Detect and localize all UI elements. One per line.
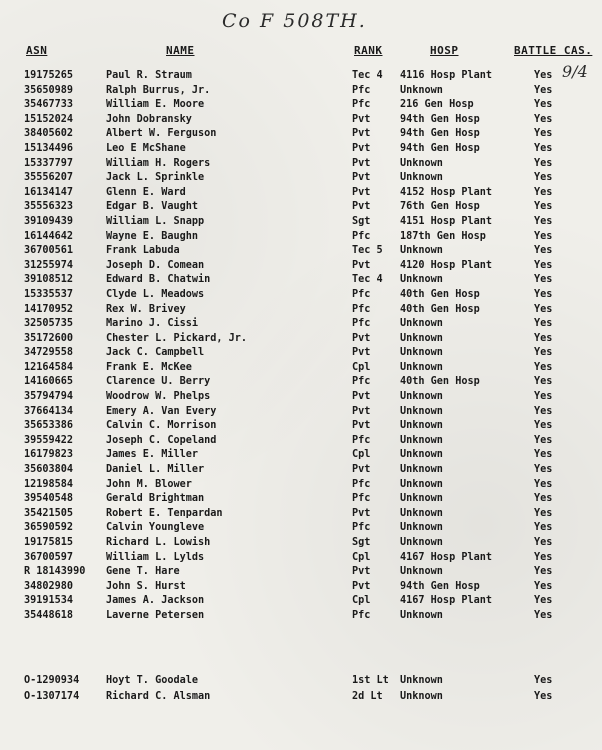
rank-cell: Pfc — [352, 376, 371, 388]
table-row — [0, 99, 602, 114]
rank-cell: Pfc — [352, 434, 371, 446]
name-cell: Joseph C. Copeland — [106, 434, 217, 446]
battle-cas-cell: Yes — [534, 675, 553, 686]
name-cell: Gerald Brightman — [106, 493, 205, 505]
table-row — [0, 479, 602, 494]
hosp-cell: Unknown — [400, 691, 443, 702]
battle-cas-cell: Yes — [534, 347, 553, 359]
hosp-cell: Unknown — [400, 391, 443, 403]
battle-cas-cell: Yes — [534, 376, 553, 388]
hosp-cell: 40th Gen Hosp — [400, 288, 480, 300]
table-row — [0, 493, 602, 508]
table-row — [0, 143, 602, 158]
rank-cell: 2d Lt — [352, 691, 383, 702]
asn-cell: 35421505 — [24, 507, 74, 519]
hosp-cell: Unknown — [400, 609, 443, 621]
name-cell: Albert W. Ferguson — [106, 128, 217, 140]
battle-cas-cell: Yes — [534, 434, 553, 446]
asn-cell: 38405602 — [24, 128, 74, 140]
battle-cas-cell: Yes — [534, 420, 553, 432]
hosp-cell: Unknown — [400, 478, 443, 490]
battle-cas-cell: Yes — [534, 405, 553, 417]
battle-cas-cell: Yes — [534, 361, 553, 373]
battle-cas-cell: Yes — [534, 230, 553, 242]
hosp-cell: Unknown — [400, 493, 443, 505]
asn-cell: 12198584 — [24, 478, 74, 490]
asn-cell: 35556323 — [24, 201, 74, 213]
asn-cell: 39559422 — [24, 434, 74, 446]
battle-cas-cell: Yes — [534, 70, 553, 81]
name-cell: William H. Rogers — [106, 157, 211, 169]
rank-cell: Pvt — [352, 507, 371, 519]
table-row — [0, 70, 602, 85]
hosp-cell: Unknown — [400, 332, 443, 344]
battle-cas-cell: Yes — [534, 215, 553, 227]
rank-cell: Pfc — [352, 84, 371, 96]
name-cell: Jack C. Campbell — [106, 347, 205, 359]
name-cell: John Dobransky — [106, 113, 192, 125]
hosp-cell: Unknown — [400, 464, 443, 476]
battle-cas-cell: Yes — [534, 172, 553, 184]
asn-cell: 15335537 — [24, 288, 74, 300]
battle-cas-cell: Yes — [534, 274, 553, 286]
table-row — [0, 508, 602, 523]
hosp-cell: 216 Gen Hosp — [400, 99, 474, 111]
name-cell: Paul R. Straum — [106, 70, 192, 81]
battle-cas-cell: Yes — [534, 99, 553, 111]
name-cell: William L. Snapp — [106, 215, 205, 227]
hosp-cell: 4116 Hosp Plant — [400, 70, 493, 81]
rank-cell: Pvt — [352, 157, 371, 169]
table-row — [0, 406, 602, 421]
asn-cell: 35603804 — [24, 464, 74, 476]
table-row — [0, 114, 602, 129]
hosp-cell: Unknown — [400, 361, 443, 373]
header-name: NAME — [166, 44, 195, 57]
hosp-cell: Unknown — [400, 675, 443, 686]
rank-cell: Pfc — [352, 99, 371, 111]
name-cell: Daniel L. Miller — [106, 464, 205, 476]
hosp-cell: Unknown — [400, 318, 443, 330]
hosp-cell: 40th Gen Hosp — [400, 376, 480, 388]
asn-cell: 35556207 — [24, 172, 74, 184]
table-row — [0, 128, 602, 143]
table-row — [0, 610, 602, 625]
rank-cell: Pfc — [352, 230, 371, 242]
battle-cas-cell: Yes — [534, 245, 553, 257]
name-cell: Frank Labuda — [106, 245, 180, 257]
asn-cell: 36590592 — [24, 522, 74, 534]
battle-cas-cell: Yes — [534, 157, 553, 169]
table-row — [0, 289, 602, 304]
asn-cell: 31255974 — [24, 259, 74, 271]
asn-cell: 35172600 — [24, 332, 74, 344]
rank-cell: Cpl — [352, 449, 371, 461]
hosp-cell: 4120 Hosp Plant — [400, 259, 493, 271]
table-row — [0, 85, 602, 100]
battle-cas-cell: Yes — [534, 522, 553, 534]
column-headers — [0, 44, 602, 60]
asn-cell: 16144642 — [24, 230, 74, 242]
asn-cell: 34729558 — [24, 347, 74, 359]
battle-cas-cell: Yes — [534, 391, 553, 403]
rank-cell: Sgt — [352, 537, 371, 548]
asn-cell: 37664134 — [24, 405, 74, 417]
rank-cell: Pfc — [352, 493, 371, 505]
rank-cell: Pvt — [352, 405, 371, 417]
asn-cell: 39191534 — [24, 595, 74, 607]
asn-cell: 35653386 — [24, 420, 74, 432]
rank-cell: Cpl — [352, 551, 371, 563]
name-cell: John S. Hurst — [106, 580, 186, 592]
rank-cell: Pvt — [352, 566, 371, 578]
table-row — [0, 537, 602, 552]
battle-cas-cell: Yes — [534, 186, 553, 198]
table-row — [0, 333, 602, 348]
hosp-cell: Unknown — [400, 537, 443, 548]
rank-cell: Tec 4 — [352, 274, 383, 286]
name-cell: Hoyt T. Goodale — [106, 675, 199, 686]
rank-cell: Pvt — [352, 580, 371, 592]
name-cell: James A. Jackson — [106, 595, 205, 607]
table-row — [0, 245, 602, 260]
name-cell: Emery A. Van Every — [106, 405, 217, 417]
table-row — [0, 391, 602, 406]
battle-cas-cell: Yes — [534, 259, 553, 271]
battle-cas-cell: Yes — [534, 318, 553, 330]
hosp-cell: Unknown — [400, 157, 443, 169]
name-cell: Calvin C. Morrison — [106, 420, 217, 432]
asn-cell: 35794794 — [24, 391, 74, 403]
battle-cas-cell: Yes — [534, 537, 553, 548]
table-row — [0, 172, 602, 187]
battle-cas-cell: Yes — [534, 128, 553, 140]
name-cell: Richard L. Lowish — [106, 537, 211, 548]
officer-roster — [0, 675, 602, 707]
table-row — [0, 304, 602, 319]
hosp-cell: Unknown — [400, 434, 443, 446]
asn-cell: R 18143990 — [24, 566, 86, 578]
asn-cell: 34802980 — [24, 580, 74, 592]
battle-cas-cell: Yes — [534, 201, 553, 213]
battle-cas-cell: Yes — [534, 288, 553, 300]
enlisted-roster — [0, 70, 602, 625]
battle-cas-cell: Yes — [534, 332, 553, 344]
asn-cell: 16134147 — [24, 186, 74, 198]
name-cell: Jack L. Sprinkle — [106, 172, 205, 184]
asn-cell: 19175265 — [24, 70, 74, 81]
asn-cell: 39540548 — [24, 493, 74, 505]
battle-cas-cell: Yes — [534, 507, 553, 519]
name-cell: Joseph D. Comean — [106, 259, 205, 271]
table-row — [0, 260, 602, 275]
name-cell: Chester L. Pickard, Jr. — [106, 332, 248, 344]
asn-cell: 32505735 — [24, 318, 74, 330]
table-row — [0, 522, 602, 537]
battle-cas-cell: Yes — [534, 609, 553, 621]
rank-cell: Cpl — [352, 595, 371, 607]
table-row — [0, 449, 602, 464]
table-row — [0, 201, 602, 216]
asn-cell: 36700561 — [24, 245, 74, 257]
rank-cell: Pfc — [352, 478, 371, 490]
battle-cas-cell: Yes — [534, 478, 553, 490]
header-asn: ASN — [26, 44, 48, 57]
battle-cas-cell: Yes — [534, 595, 553, 607]
battle-cas-cell: Yes — [534, 113, 553, 125]
table-row — [0, 435, 602, 450]
rank-cell: Pvt — [352, 332, 371, 344]
asn-cell: 35650989 — [24, 84, 74, 96]
table-row — [0, 158, 602, 173]
rank-cell: Cpl — [352, 361, 371, 373]
table-row — [0, 376, 602, 391]
hosp-cell: 4167 Hosp Plant — [400, 595, 493, 607]
table-row — [0, 566, 602, 581]
rank-cell: Pfc — [352, 303, 371, 315]
rank-cell: Pfc — [352, 609, 371, 621]
asn-cell: 12164584 — [24, 361, 74, 373]
name-cell: Richard C. Alsman — [106, 691, 211, 702]
asn-cell: 35467733 — [24, 99, 74, 111]
handwritten-page-number: 9/4 — [562, 62, 588, 81]
asn-cell: 39109439 — [24, 215, 74, 227]
asn-cell: 14160665 — [24, 376, 74, 388]
table-row — [0, 675, 602, 691]
table-row — [0, 347, 602, 362]
table-row — [0, 581, 602, 596]
hosp-cell: Unknown — [400, 522, 443, 534]
asn-cell: 39108512 — [24, 274, 74, 286]
table-row — [0, 691, 602, 707]
hosp-cell: Unknown — [400, 84, 443, 96]
hosp-cell: Unknown — [400, 274, 443, 286]
hosp-cell: 94th Gen Hosp — [400, 128, 480, 140]
hosp-cell: Unknown — [400, 420, 443, 432]
rank-cell: Pvt — [352, 391, 371, 403]
asn-cell: 15337797 — [24, 157, 74, 169]
rank-cell: Pvt — [352, 186, 371, 198]
battle-cas-cell: Yes — [534, 303, 553, 315]
asn-cell: 15152024 — [24, 113, 74, 125]
hosp-cell: Unknown — [400, 449, 443, 461]
name-cell: John M. Blower — [106, 478, 192, 490]
table-row — [0, 318, 602, 333]
hosp-cell: 4167 Hosp Plant — [400, 551, 493, 563]
name-cell: Marino J. Cissi — [106, 318, 199, 330]
name-cell: Laverne Petersen — [106, 609, 205, 621]
table-row — [0, 552, 602, 567]
asn-cell: 36700597 — [24, 551, 74, 563]
rank-cell: Pvt — [352, 420, 371, 432]
name-cell: Gene T. Hare — [106, 566, 180, 578]
hosp-cell: 94th Gen Hosp — [400, 142, 480, 154]
rank-cell: Pvt — [352, 347, 371, 359]
asn-cell: O-1307174 — [24, 691, 80, 702]
rank-cell: Pvt — [352, 128, 371, 140]
hosp-cell: 94th Gen Hosp — [400, 113, 480, 125]
rank-cell: Pvt — [352, 142, 371, 154]
hosp-cell: 94th Gen Hosp — [400, 580, 480, 592]
hosp-cell: Unknown — [400, 566, 443, 578]
hosp-cell: Unknown — [400, 245, 443, 257]
hosp-cell: 4151 Hosp Plant — [400, 215, 493, 227]
name-cell: Edgar B. Vaught — [106, 201, 199, 213]
table-row — [0, 274, 602, 289]
hosp-cell: 187th Gen Hosp — [400, 230, 486, 242]
rank-cell: Pfc — [352, 522, 371, 534]
battle-cas-cell: Yes — [534, 493, 553, 505]
name-cell: Frank E. McKee — [106, 361, 192, 373]
battle-cas-cell: Yes — [534, 464, 553, 476]
name-cell: Clarence U. Berry — [106, 376, 211, 388]
asn-cell: 35448618 — [24, 609, 74, 621]
table-row — [0, 187, 602, 202]
asn-cell: 16179823 — [24, 449, 74, 461]
header-hosp: HOSP — [430, 44, 459, 57]
rank-cell: Tec 4 — [352, 70, 383, 81]
name-cell: Clyde L. Meadows — [106, 288, 205, 300]
rank-cell: Pfc — [352, 318, 371, 330]
battle-cas-cell: Yes — [534, 449, 553, 461]
name-cell: Ralph Burrus, Jr. — [106, 84, 211, 96]
asn-cell: 19175815 — [24, 537, 74, 548]
battle-cas-cell: Yes — [534, 566, 553, 578]
table-row — [0, 464, 602, 479]
table-row — [0, 231, 602, 246]
name-cell: William L. Lylds — [106, 551, 205, 563]
name-cell: Woodrow W. Phelps — [106, 391, 211, 403]
name-cell: Robert E. Tenpardan — [106, 507, 223, 519]
name-cell: Edward B. Chatwin — [106, 274, 211, 286]
hosp-cell: Unknown — [400, 347, 443, 359]
asn-cell: O-1290934 — [24, 675, 80, 686]
rank-cell: Pvt — [352, 259, 371, 271]
header-rank: RANK — [354, 44, 383, 57]
rank-cell: 1st Lt — [352, 675, 389, 686]
battle-cas-cell: Yes — [534, 580, 553, 592]
rank-cell: Pfc — [352, 288, 371, 300]
name-cell: Wayne E. Baughn — [106, 230, 199, 242]
name-cell: Calvin Youngleve — [106, 522, 205, 534]
name-cell: Rex W. Brivey — [106, 303, 186, 315]
hosp-cell: 40th Gen Hosp — [400, 303, 480, 315]
hosp-cell: Unknown — [400, 172, 443, 184]
hosp-cell: 76th Gen Hosp — [400, 201, 480, 213]
name-cell: William E. Moore — [106, 99, 205, 111]
rank-cell: Pvt — [352, 201, 371, 213]
name-cell: James E. Miller — [106, 449, 199, 461]
rank-cell: Tec 5 — [352, 245, 383, 257]
table-row — [0, 362, 602, 377]
header-battle-cas: BATTLE CAS. — [514, 44, 593, 57]
rank-cell: Pvt — [352, 464, 371, 476]
hosp-cell: Unknown — [400, 405, 443, 417]
battle-cas-cell: Yes — [534, 84, 553, 96]
hosp-cell: Unknown — [400, 507, 443, 519]
table-row — [0, 216, 602, 231]
battle-cas-cell: Yes — [534, 551, 553, 563]
battle-cas-cell: Yes — [534, 691, 553, 702]
rank-cell: Sgt — [352, 215, 371, 227]
name-cell: Leo E McShane — [106, 142, 186, 154]
table-row — [0, 420, 602, 435]
hosp-cell: 4152 Hosp Plant — [400, 186, 493, 198]
battle-cas-cell: Yes — [534, 142, 553, 154]
table-row — [0, 595, 602, 610]
asn-cell: 14170952 — [24, 303, 74, 315]
asn-cell: 15134496 — [24, 142, 74, 154]
name-cell: Glenn E. Ward — [106, 186, 186, 198]
rank-cell: Pvt — [352, 172, 371, 184]
handwritten-company-title: Co F 508TH. — [222, 10, 367, 32]
rank-cell: Pvt — [352, 113, 371, 125]
